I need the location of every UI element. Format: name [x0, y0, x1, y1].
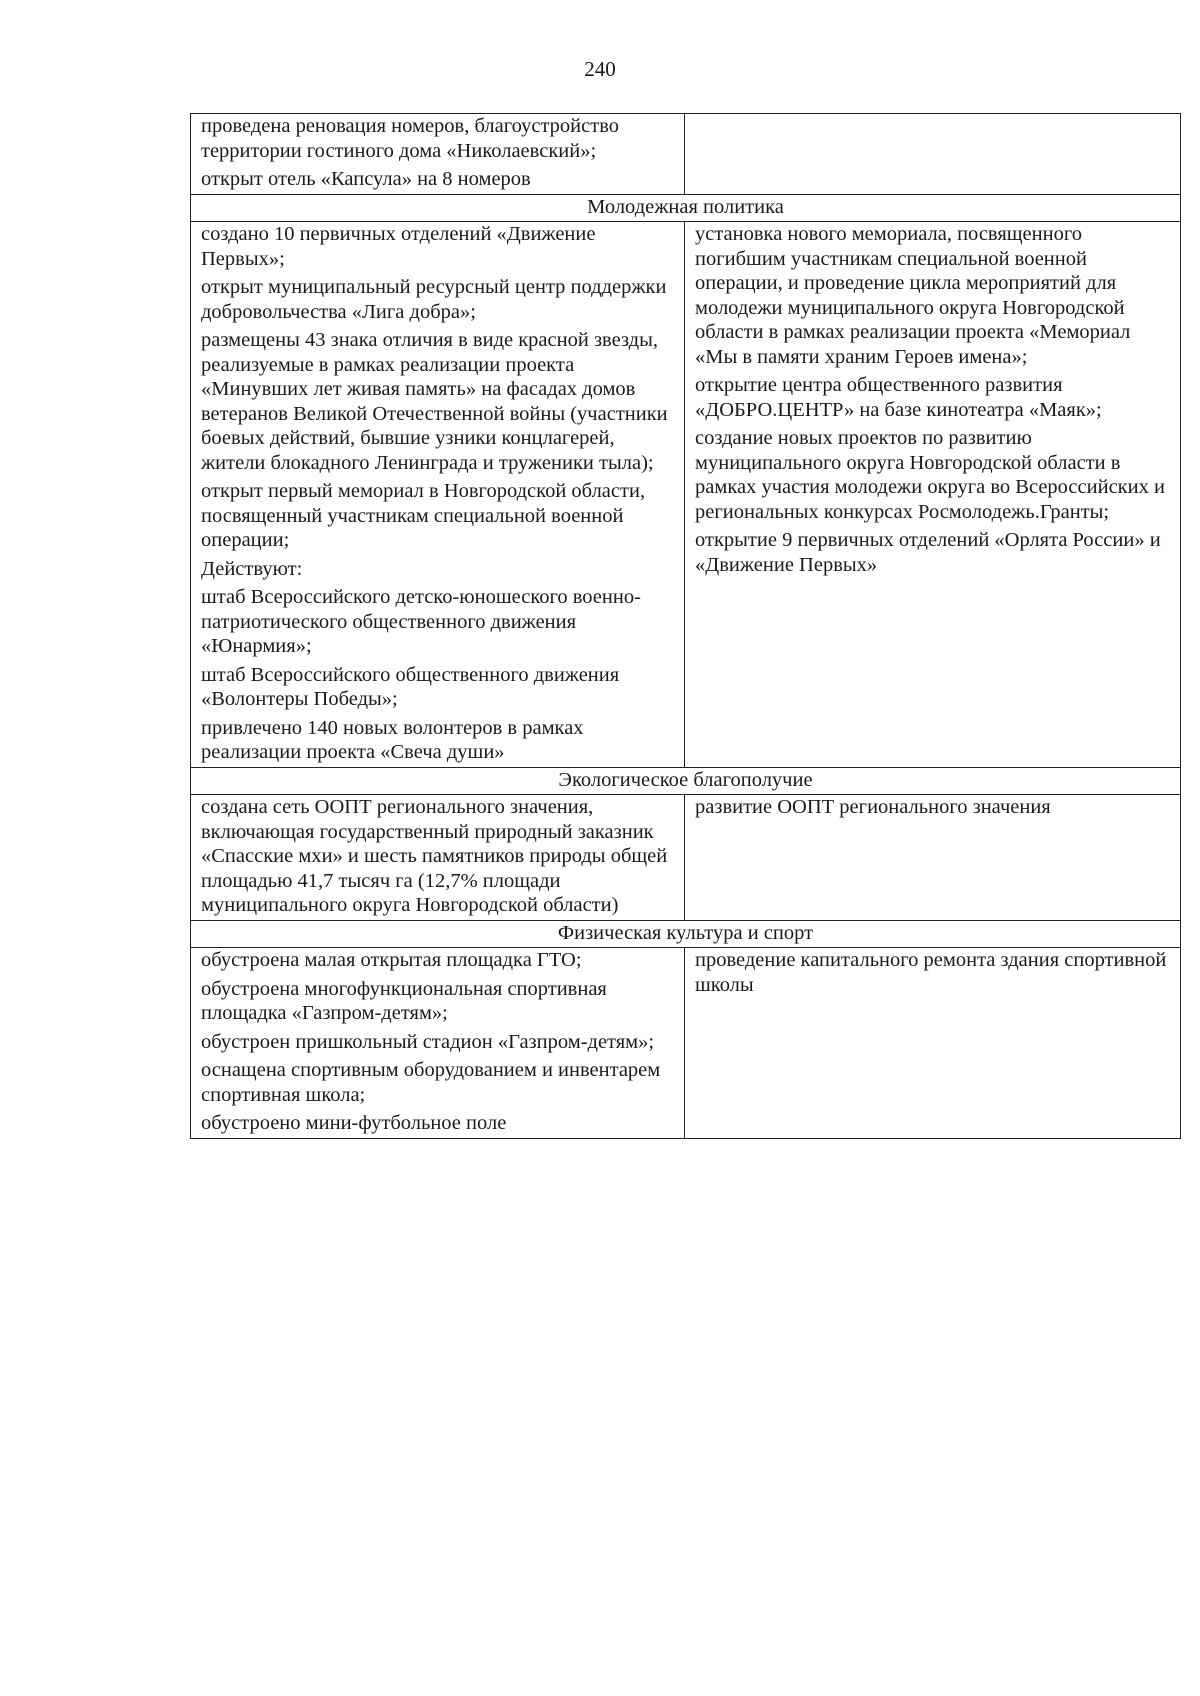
list-item: открыт отель «Капсула» на 8 номеров: [201, 168, 531, 190]
list-item: привлечено 140 новых волонтеров в рамках реализации проекта «Свеча души»: [201, 716, 584, 763]
list-item: проведение капитального ремонта здания спортивной школы: [695, 949, 1167, 996]
top-right-cell: [685, 114, 1181, 195]
list-item: открыт первый мемориал в Новгородской области, посвященный участникам специальной военной операции;: [201, 480, 646, 551]
section-title-sport: Физическая культура и спорт: [191, 920, 1181, 948]
page-number: 240: [584, 57, 616, 81]
ecology-left-cell: [191, 795, 685, 921]
list-item: установка нового мемориала, посвященного погибшим участникам специальной военной операции, и проведение цикла мероприятий для молодежи муниципального округа Новгородской области в рамках реализации проекта «Мемориал «Мы в памяти храним Героев имена»;: [695, 223, 1131, 368]
section-title-ecology: Экологическое благополучие: [191, 767, 1181, 795]
youth-policy-left-cell: [191, 222, 685, 768]
sport-left-cell: [191, 948, 685, 1139]
table-row-youth-policy: [191, 222, 1181, 768]
table-row-sport: [191, 948, 1181, 1139]
list-item: штаб Всероссийского детско-юношеского военно-патриотического общественного движения «Юнармия»;: [201, 586, 641, 657]
list-item: открыт муниципальный ресурсный центр поддержки добровольчества «Лига добра»;: [201, 276, 667, 323]
section-title-youth-policy: Молодежная политика: [191, 194, 1181, 222]
table-row-ecology: [191, 795, 1181, 921]
list-item: обустроен пришкольный стадион «Газпром-детям»;: [201, 1030, 655, 1053]
list-item: открытие 9 первичных отделений «Орлята России» и «Движение Первых»: [695, 529, 1161, 576]
document-table: [190, 113, 1181, 1139]
list-item: Действуют:: [201, 557, 303, 580]
ecology-right-cell: [685, 795, 1181, 921]
list-item: штаб Всероссийского общественного движения «Волонтеры Победы»;: [201, 663, 620, 710]
section-header-row: [191, 767, 1181, 795]
list-item: проведена реновация номеров, благоустройство территории гостиного дома «Николаевский»;: [201, 115, 619, 162]
youth-policy-right-cell: [685, 222, 1181, 768]
section-header-row: [191, 194, 1181, 222]
sport-right-cell: [685, 948, 1181, 1139]
list-item: создана сеть ООПТ регионального значения, включающая государственный природный заказник «Спасские мхи» и шесть памятников природы общей площадью 41,7 тысяч га (12,7% площади муниципального округа Новгородской области): [201, 796, 668, 916]
top-left-cell: [191, 114, 685, 195]
list-item: создание новых проектов по развитию муниципального округа Новгородской области в рамках участия молодежи округа во Всероссийских и региональных конкурсах Росмолодежь.Гранты;: [695, 427, 1165, 523]
list-item: обустроена малая открытая площадка ГТО;: [201, 949, 582, 971]
list-item: обустроено мини-футбольное поле: [201, 1112, 507, 1134]
list-item: развитие ООПТ регионального значения: [695, 796, 1051, 818]
list-item: обустроена многофункциональная спортивная площадка «Газпром-детям»;: [201, 977, 607, 1024]
list-item: размещены 43 знака отличия в виде красной звезды, реализуемые в рамках реализации проекта «Минувших лет живая память» на фасадах домов ветеранов Великой Отечественной войны (участники боевых действий, бывшие узники концлагерей, жители блокадного Ленинграда и труженики тыла);: [201, 329, 668, 474]
section-header-row: [191, 920, 1181, 948]
list-item: создано 10 первичных отделений «Движение Первых»;: [201, 223, 596, 270]
list-item: оснащена спортивным оборудованием и инвентарем спортивная школа;: [201, 1059, 661, 1106]
table-row-top: [191, 114, 1181, 195]
list-item: открытие центра общественного развития «ДОБРО.ЦЕНТР» на базе кинотеатра «Маяк»;: [695, 374, 1102, 421]
